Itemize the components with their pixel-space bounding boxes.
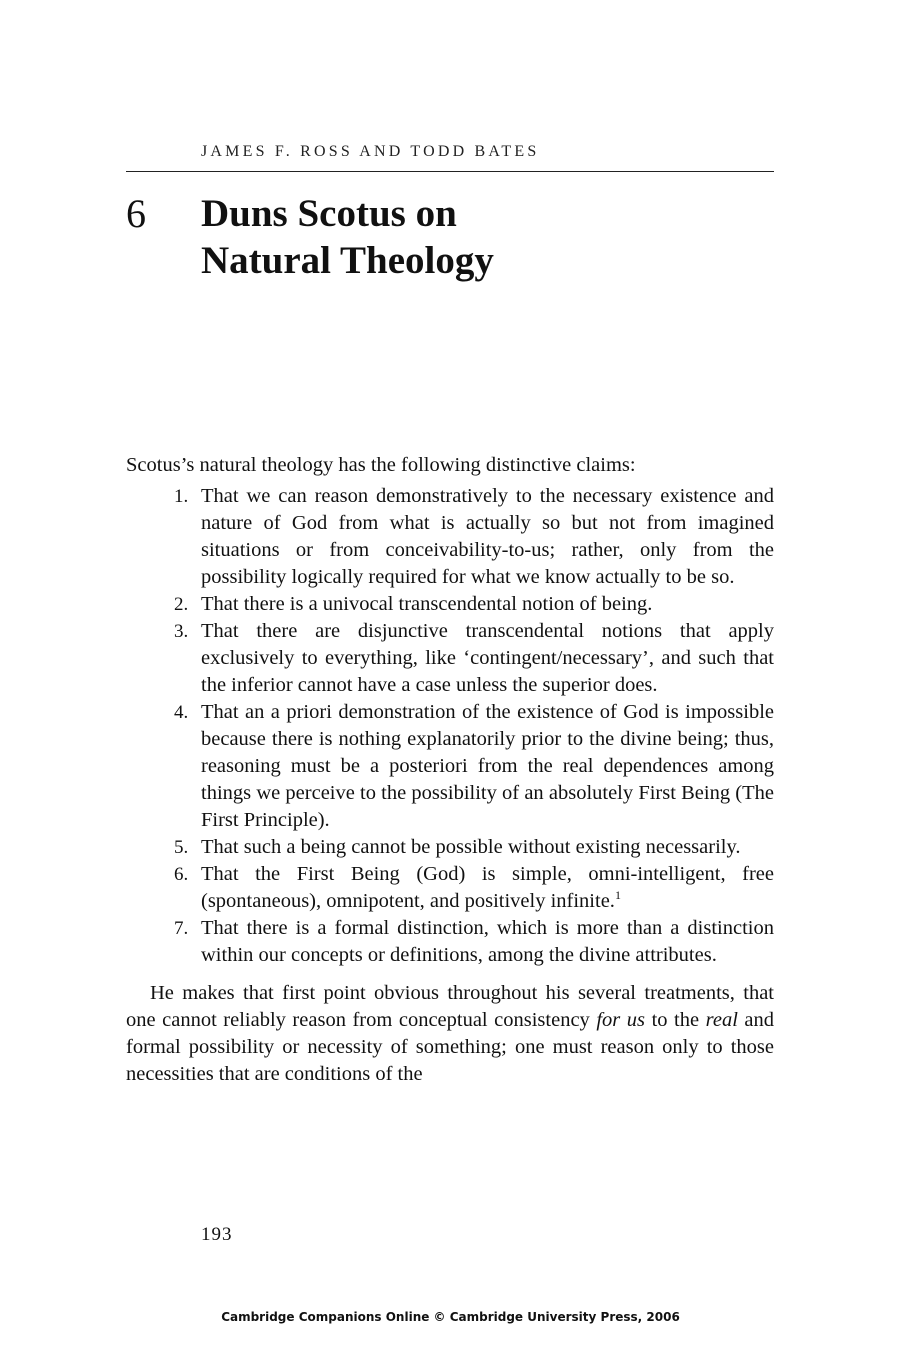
chapter-title xyxy=(201,190,494,284)
emphasis-for-us: for us xyxy=(596,1009,646,1031)
body-paragraph xyxy=(126,980,774,1088)
list-item-number: 5. xyxy=(174,837,189,858)
body-text xyxy=(126,452,774,1088)
claims-list xyxy=(126,483,774,969)
list-item-number: 7. xyxy=(174,918,189,939)
list-item xyxy=(126,483,774,591)
intro-sentence: Scotus’s natural theology has the following distinctive claims: xyxy=(126,454,636,476)
footer-copyright: Cambridge Companions Online © Cambridge University Press, 2006 xyxy=(221,1310,680,1324)
list-item-text: That there are disjunctive transcendental notions that apply exclusively to everything, like ‘contingent/necessary’, and such that the inferior cannot have a case unless the superior does. xyxy=(201,620,774,696)
emphasis-real: real xyxy=(705,1009,738,1031)
list-item-number: 4. xyxy=(174,702,189,723)
header-rule xyxy=(126,171,774,172)
list-item-text: That the First Being (God) is simple, omni-intelligent, free (spontaneous), omnipotent, and positively infinite. xyxy=(201,863,774,912)
list-item-text: That we can reason demonstratively to the necessary existence and nature of God from what is actually so but not from imagined situations or from conceivability-to-us; rather, only from the possibility logically required for what we know actually to be so. xyxy=(201,485,774,588)
paragraph-text-b: to the xyxy=(651,1009,700,1031)
list-item-text: That there is a univocal transcendental notion of being. xyxy=(201,593,653,615)
list-item-number: 1. xyxy=(174,486,189,507)
chapter-number: 6 xyxy=(126,191,146,236)
chapter-title-line-2: Natural Theology xyxy=(201,239,494,282)
chapter-title-line-1: Duns Scotus on xyxy=(201,192,457,235)
running-header-authors: JAMES F. ROSS AND TODD BATES xyxy=(201,143,540,160)
list-item-number: 2. xyxy=(174,594,189,615)
list-item xyxy=(126,618,774,699)
paragraph-text-a: He makes that first point obvious throughout his several treatments, that one cannot reliably reason from conceptual consistency xyxy=(126,982,774,1031)
list-item xyxy=(126,834,774,861)
list-item-text: That such a being cannot be possible without existing necessarily. xyxy=(201,836,741,858)
footnote-marker[interactable]: 1 xyxy=(614,888,621,903)
list-item-text: That there is a formal distinction, which is more than a distinction within our concepts or definitions, among the divine attributes. xyxy=(201,917,774,966)
list-item xyxy=(126,699,774,834)
list-item xyxy=(126,915,774,969)
page-number: 193 xyxy=(201,1224,233,1245)
list-item-number: 3. xyxy=(174,621,189,642)
list-item xyxy=(126,591,774,618)
list-item-text: That an a priori demonstration of the existence of God is impossible because there is nothing explanatorily prior to the divine being; thus, reasoning must be a posteriori from the real dependences among things we perceive to the possibility of an absolutely First Being (The First Principle). xyxy=(201,701,774,831)
list-item xyxy=(126,861,774,915)
list-item-number: 6. xyxy=(174,864,189,885)
paragraph-text-c: and formal possibility or necessity of something; one must reason only to those necessities that are conditions of the xyxy=(126,1009,775,1085)
